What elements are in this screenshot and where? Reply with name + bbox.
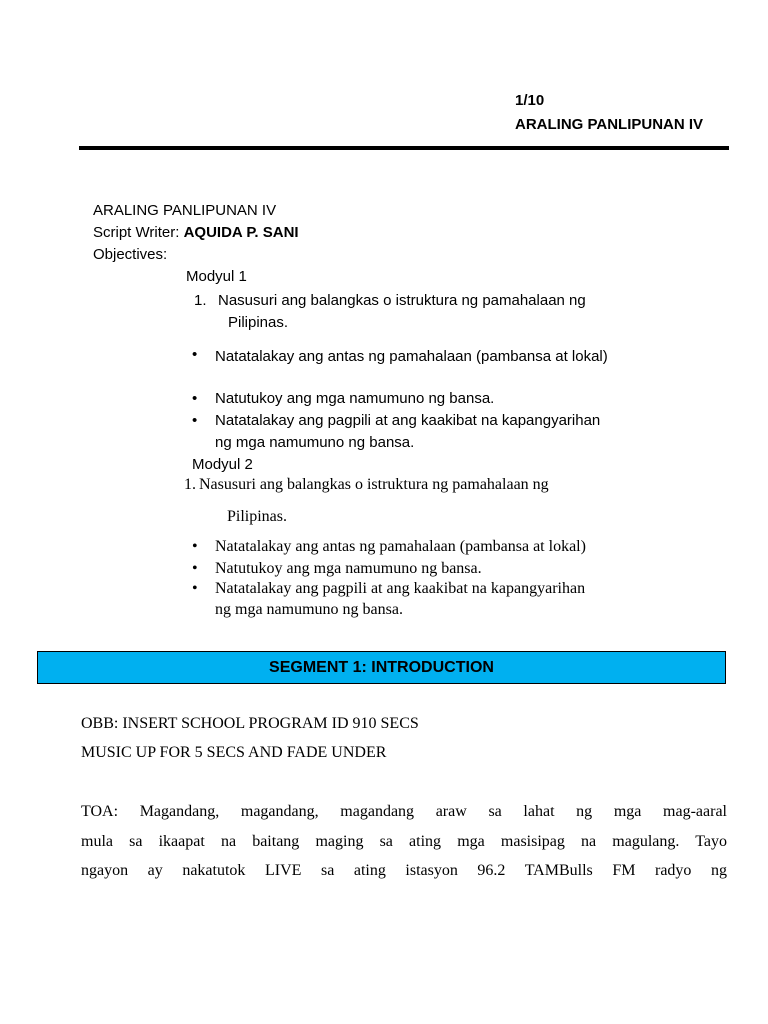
bullet-icon: • — [192, 346, 198, 363]
modyul2-bullet3-line2: ng mga namumuno ng bansa. — [215, 601, 403, 618]
page-header-title: ARALING PANLIPUNAN IV — [515, 116, 704, 133]
header-rule — [79, 146, 729, 150]
modyul1-item-number: 1. — [194, 292, 207, 309]
toa-line3: ngayon ay nakatutok LIVE sa ating istasyon 96.2 TAMBulls FM radyo ng — [81, 862, 727, 879]
bullet-icon: • — [192, 412, 198, 429]
script-writer-name: AQUIDA P. SANI — [183, 224, 299, 241]
modyul2-bullet3-line1: Natatalakay ang pagpili at ang kaakibat na kapangyarihan — [215, 580, 586, 597]
modyul1-bullet3-line2: ng mga namumuno ng bansa. — [215, 434, 415, 451]
modyul2-bullet1: Natatalakay ang antas ng pamahalaan (pambansa at lokal) — [215, 538, 586, 555]
modyul2-bullet2: Natutukoy ang mga namumuno ng bansa. — [215, 560, 482, 577]
subject-title: ARALING PANLIPUNAN IV — [93, 202, 277, 219]
script-writer-label: Script Writer: — [93, 224, 180, 241]
modyul1-bullet1: Natatalakay ang antas ng pamahalaan (pambansa at lokal) — [215, 348, 608, 365]
modyul2-title: Modyul 2 — [192, 456, 253, 473]
bullet-icon: • — [192, 560, 198, 577]
toa-line2: mula sa ikaapat na baitang maging sa ating mga masisipag na magulang. Tayo — [81, 833, 727, 850]
modyul2-item-number: 1. — [184, 476, 196, 493]
toa-line1: TOA: Magandang, magandang, magandang araw sa lahat ng mga mag-aaral — [81, 803, 727, 820]
bullet-icon: • — [192, 390, 198, 407]
script-writer-line — [93, 224, 299, 241]
segment-banner — [37, 651, 726, 684]
modyul1-item-line2: Pilipinas. — [228, 314, 289, 331]
bullet-icon: • — [192, 538, 198, 555]
page-number: 1/10 — [515, 92, 545, 109]
modyul1-item-line1: Nasusuri ang balangkas o istruktura ng pamahalaan ng — [218, 292, 586, 309]
modyul1-bullet2: Natutukoy ang mga namumuno ng bansa. — [215, 390, 495, 407]
bullet-icon: • — [192, 580, 198, 597]
modyul2-item-line2: Pilipinas. — [227, 508, 288, 525]
modyul1-title: Modyul 1 — [186, 268, 247, 285]
modyul1-bullet3-line1: Natatalakay ang pagpili at ang kaakibat na kapangyarihan — [215, 412, 601, 429]
segment-title: SEGMENT 1: INTRODUCTION — [269, 658, 494, 676]
objectives-label: Objectives: — [93, 246, 168, 263]
obb-line: OBB: INSERT SCHOOL PROGRAM ID 910 SECS — [81, 715, 419, 732]
modyul2-item-line1: Nasusuri ang balangkas o istruktura ng pamahalaan ng — [199, 476, 549, 493]
music-line: MUSIC UP FOR 5 SECS AND FADE UNDER — [81, 744, 387, 761]
